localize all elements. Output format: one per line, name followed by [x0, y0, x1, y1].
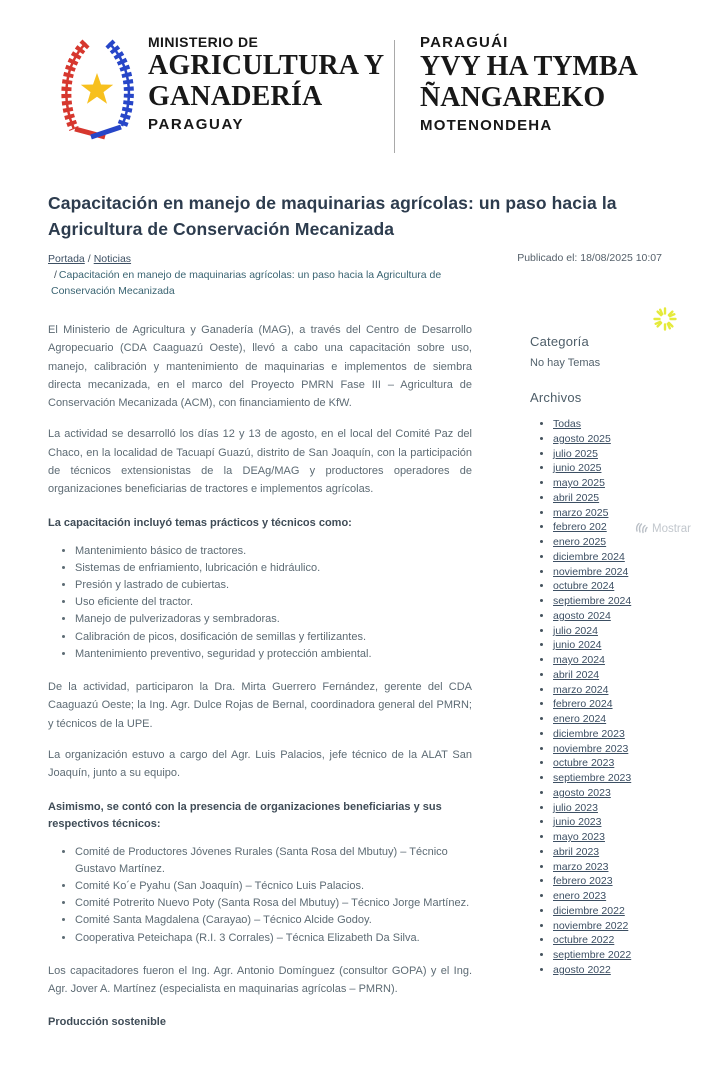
archive-link[interactable]: enero 2023: [553, 890, 607, 902]
sidebar: [530, 321, 707, 1028]
organization-item: • Comité Ko´e Pyahu (San Joaquín) – Técnico Luis Palacios.: [75, 878, 472, 895]
archive-item: [553, 948, 707, 963]
topic-item: • Presión y lastrado de cubiertas.: [75, 577, 472, 594]
topic-item: • Uso eficiente del tractor.: [75, 594, 472, 611]
archive-item: [553, 889, 707, 904]
header-divider: [394, 40, 395, 153]
archive-link[interactable]: abril 2023: [553, 845, 600, 858]
breadcrumb-current-label: Capacitación en manejo de maquinarias agrícolas: un paso hacia la Agricultura de Conservación Mecanizada: [51, 269, 442, 297]
topic-item: • Calibración de picos, dosificación de semillas y fertilizantes.: [75, 629, 472, 646]
guarani-line4: MOTENONDEHA: [420, 117, 553, 134]
archive-item: [553, 771, 707, 786]
archive-link[interactable]: febrero 2023: [553, 875, 613, 888]
archive-link[interactable]: septiembre 2024: [553, 595, 632, 607]
archive-link[interactable]: noviembre 2024: [553, 565, 629, 578]
published-date: Publicado el: 18/08/2025 10:07: [517, 252, 662, 264]
archive-item: [553, 830, 707, 845]
topic-item: • Mantenimiento básico de tractores.: [75, 543, 472, 560]
archive-link[interactable]: noviembre 2023: [553, 742, 629, 755]
archive-link[interactable]: abril 2025: [553, 491, 600, 504]
archive-link[interactable]: marzo 2025: [553, 506, 609, 519]
archive-item: [553, 624, 707, 639]
archive-link[interactable]: agosto 2022: [553, 963, 611, 976]
archive-link[interactable]: febrero 2024: [553, 698, 613, 711]
topics-heading: La capacitación incluyó temas prácticos y técnicos como:: [48, 516, 352, 529]
ministry-logotype: [148, 34, 384, 133]
archive-item: [553, 742, 707, 757]
topic-item: • Manejo de pulverizadoras y sembradoras.: [75, 611, 472, 628]
yellow-spark-icon: [653, 307, 677, 336]
guarani-line3: ÑANGAREKO: [420, 82, 606, 113]
breadcrumb: [48, 251, 448, 299]
archive-item: [553, 727, 707, 742]
paragraph-organizer: La organización estuvo a cargo del Agr. Luis Palacios, jefe técnico de la ALAT San Joaquín, junto a su equipo.: [48, 748, 472, 780]
archive-item: [553, 801, 707, 816]
paragraph-trainers: Los capacitadores fueron el Ing. Agr. Antonio Domínguez (consultor GOPA) y el Ing. Agr. Jover A. Martínez (especialista en maquinarias agrícolas – PMRN).: [48, 964, 472, 996]
archive-link[interactable]: mayo 2023: [553, 831, 605, 843]
archive-link[interactable]: junio 2024: [553, 639, 602, 652]
archive-link[interactable]: marzo 2023: [553, 860, 609, 873]
archive-item: [553, 815, 707, 830]
archive-link[interactable]: julio 2024: [553, 624, 598, 637]
archive-item: [553, 550, 707, 565]
paragraph-intro: El Ministerio de Agricultura y Ganadería (MAG), a través del Centro de Desarrollo Agropecuario (CDA Caaguazú Oeste), llevó a cabo una capacitación sobre uso, manejo, calibración y mantenimiento de maquinarias e implementos de siembra directa mecanizada, en el marco del Proyecto PMRN Fase III – Agricultura de Conservación Mecanizada (ACM), con financiamiento de KfW.: [48, 324, 472, 410]
archive-item: [553, 565, 707, 580]
page-title: Capacitación en manejo de maquinarias agrícolas: un paso hacia la Agricultura de Conservación Mecanizada: [48, 193, 617, 239]
archive-link[interactable]: agosto 2024: [553, 609, 611, 622]
archive-item: [553, 476, 707, 491]
archive-item: [553, 904, 707, 919]
archive-item: [553, 845, 707, 860]
guarani-logotype: [420, 34, 638, 134]
archive-link[interactable]: octubre 2022: [553, 934, 615, 947]
archive-link[interactable]: diciembre 2024: [553, 550, 625, 563]
archive-item: [553, 786, 707, 801]
organization-item: • Comité de Productores Jóvenes Rurales (Santa Rosa del Mbutuy) – Técnico Gustavo Martínez.: [75, 844, 472, 878]
organizations-heading: Asimismo, se contó con la presencia de organizaciones beneficiarias y sus respectivos técnicos:: [48, 800, 442, 830]
archive-item: [553, 874, 707, 889]
archive-item: [553, 579, 707, 594]
archive-item: [553, 668, 707, 683]
archive-item: [553, 491, 707, 506]
archive-link[interactable]: junio 2023: [553, 816, 602, 829]
archive-link[interactable]: octubre 2024: [553, 580, 615, 593]
organization-item: • Comité Santa Magdalena (Carayao) – Técnico Alcide Godoy.: [75, 912, 472, 929]
archive-link[interactable]: diciembre 2022: [553, 904, 625, 917]
category-title: Categoría: [530, 334, 589, 349]
archive-item: [553, 638, 707, 653]
closing-heading: Producción sostenible: [48, 1016, 166, 1029]
ministry-line3: GANADERÍA: [148, 81, 323, 112]
archive-item: [553, 461, 707, 476]
archive-item: [553, 506, 707, 521]
ministry-line1: MINISTERIO DE: [148, 34, 259, 50]
topics-list: [48, 543, 472, 663]
organizations-list: [48, 844, 472, 947]
category-empty-text: No hay Temas: [530, 357, 601, 369]
breadcrumb-separator: /: [87, 253, 91, 265]
archive-link[interactable]: marzo 2024: [553, 683, 609, 696]
mostrar-hand-icon: [635, 521, 648, 537]
archive-item: [553, 919, 707, 934]
mostrar-overlay[interactable]: [632, 520, 694, 538]
guarani-line1: PARAGUÁI: [420, 34, 509, 51]
guarani-line2: YVY HA TYMBA: [420, 51, 638, 82]
archive-item: [553, 860, 707, 875]
archive-link[interactable]: julio 2023: [553, 801, 598, 814]
archive-link[interactable]: mayo 2024: [553, 654, 605, 666]
archive-item: [553, 447, 707, 462]
archive-item: [553, 683, 707, 698]
archive-link[interactable]: octubre 2023: [553, 757, 615, 770]
archive-link[interactable]: julio 2025: [553, 447, 598, 460]
organization-item: • Comité Potrerito Nuevo Poty (Santa Rosa del Mbutuy) – Técnico Jorge Martínez.: [75, 895, 472, 912]
archive-item: [553, 933, 707, 948]
paragraph-participants: De la actividad, participaron la Dra. Mirta Guerrero Fernández, gerente del CDA Caaguazú Oeste; la Ing. Agr. Dulce Rojas de Bernal, coordinadora general del PMRN; y técnicos de la UPE.: [48, 681, 472, 730]
topic-item: • Mantenimiento preventivo, seguridad y protección ambiental.: [75, 646, 472, 663]
topic-item: • Sistemas de enfriamiento, lubricación e hidráulico.: [75, 560, 472, 577]
archive-item: [553, 653, 707, 668]
archive-item: [553, 432, 707, 447]
archive-link[interactable]: Todas: [553, 418, 582, 430]
archive-link[interactable]: agosto 2023: [553, 786, 611, 799]
archive-item: [553, 594, 707, 609]
archive-link[interactable]: enero 2025: [553, 536, 607, 548]
organization-item: • Cooperativa Peteichapa (R.I. 3 Corrales) – Técnica Elizabeth Da Silva.: [75, 930, 472, 947]
article-body: [48, 321, 472, 1028]
archives-list: [530, 417, 707, 978]
archive-link[interactable]: febrero 202: [553, 521, 607, 534]
paragraph-activity: La actividad se desarrolló los días 12 y 13 de agosto, en el local del Comité Paz del Chaco, en la localidad de Tacuapí Guazú, distrito de San Joaquín, con la participación de técnicos extensionistas de la DEAg/MAG y productores operadores de organizaciones beneficiarias de tractores e implementos agrícolas.: [48, 428, 472, 496]
archive-link[interactable]: junio 2025: [553, 462, 602, 475]
breadcrumb-separator: /: [54, 269, 57, 281]
archive-link[interactable]: abril 2024: [553, 668, 600, 681]
archive-link[interactable]: mayo 2025: [553, 477, 605, 489]
ministry-line4: PARAGUAY: [148, 116, 245, 133]
archive-link[interactable]: enero 2024: [553, 713, 607, 725]
archive-link[interactable]: agosto 2025: [553, 432, 611, 445]
archive-item: [553, 417, 707, 432]
breadcrumb-noticias-link[interactable]: Noticias: [93, 253, 132, 265]
site-header: [0, 0, 707, 178]
archive-item: [553, 963, 707, 978]
breadcrumb-current: [48, 267, 448, 299]
archives-title: Archivos: [530, 390, 582, 405]
ministry-line2: AGRICULTURA Y: [148, 50, 385, 81]
archive-link[interactable]: septiembre 2022: [553, 949, 632, 961]
article-head: [0, 178, 707, 299]
archive-item: [553, 697, 707, 712]
archive-item: [553, 712, 707, 727]
archive-link[interactable]: septiembre 2023: [553, 772, 632, 784]
archive-item: [553, 756, 707, 771]
archive-item: [553, 609, 707, 624]
paraguay-laurel-star-emblem-icon: [55, 33, 140, 153]
archive-link[interactable]: diciembre 2023: [553, 727, 625, 740]
breadcrumb-portada-link[interactable]: Portada: [48, 253, 85, 265]
archive-link[interactable]: noviembre 2022: [553, 919, 629, 932]
mostrar-label: Mostrar: [652, 523, 691, 535]
